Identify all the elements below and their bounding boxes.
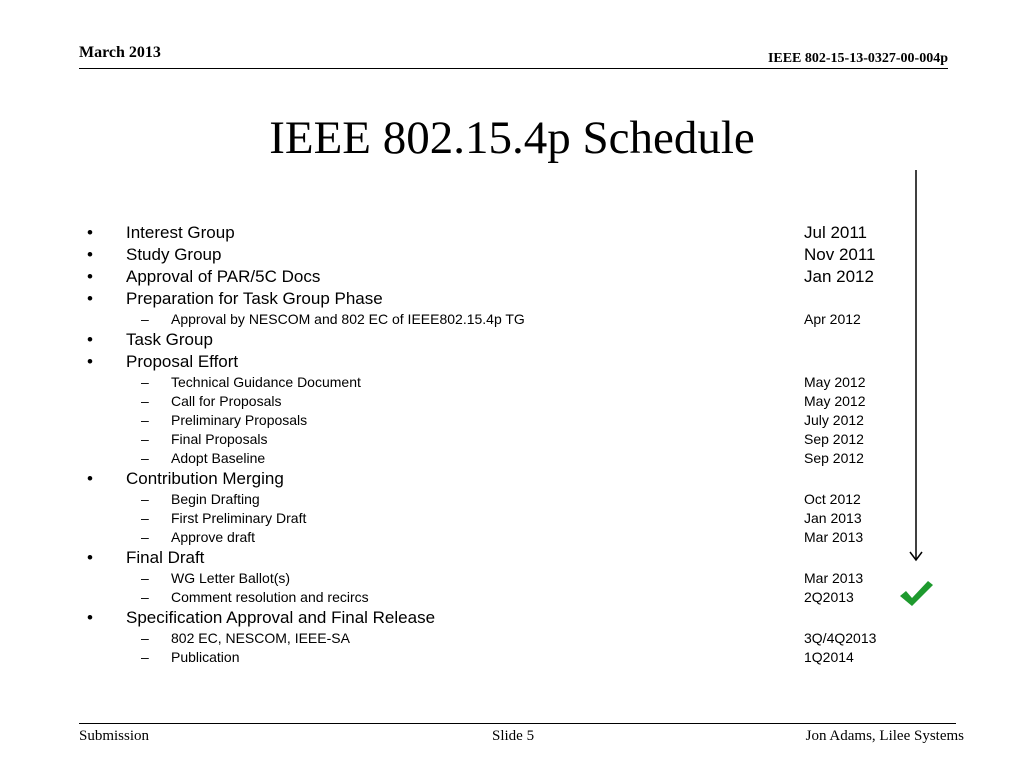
- footer-author: Jon Adams, Lilee Systems: [805, 728, 964, 744]
- schedule-subitem-label: Adopt Baseline: [171, 450, 266, 466]
- schedule-list: [0, 222, 1024, 667]
- dash-marker: –: [141, 450, 149, 466]
- schedule-subitem: [0, 411, 1024, 430]
- schedule-subitem-label: Comment resolution and recircs: [171, 589, 369, 605]
- schedule-item: [0, 288, 1024, 310]
- schedule-item: [0, 607, 1024, 629]
- schedule-item: [0, 351, 1024, 373]
- schedule-item-date: Nov 2011: [804, 245, 876, 264]
- schedule-subitem-label: Approve draft: [171, 529, 256, 545]
- schedule-subitem: [0, 569, 1024, 588]
- schedule-item: [0, 244, 1024, 266]
- dash-marker: –: [141, 570, 149, 586]
- bullet-marker: •: [87, 469, 93, 488]
- schedule-subitem: [0, 373, 1024, 392]
- schedule-subitem: [0, 629, 1024, 648]
- header-date: March 2013: [79, 44, 161, 61]
- schedule-subitem-label: WG Letter Ballot(s): [171, 570, 291, 586]
- schedule-subitem-date: Oct 2012: [804, 491, 861, 507]
- dash-marker: –: [141, 431, 149, 447]
- schedule-subitem: [0, 509, 1024, 528]
- bullet-marker: •: [87, 608, 93, 627]
- bullet-marker: •: [87, 223, 93, 242]
- bullet-marker: •: [87, 548, 93, 567]
- schedule-subitem-date: Apr 2012: [804, 311, 861, 327]
- dash-marker: –: [141, 510, 149, 526]
- dash-marker: –: [141, 529, 149, 545]
- schedule-subitem-date: May 2012: [804, 374, 866, 390]
- schedule-item-date: Jul 2011: [804, 223, 868, 242]
- dash-marker: –: [141, 630, 149, 646]
- dash-marker: –: [141, 393, 149, 409]
- schedule-item: [0, 329, 1024, 351]
- schedule-subitem-label: Preliminary Proposals: [171, 412, 308, 428]
- schedule-item-label: Preparation for Task Group Phase: [126, 289, 383, 308]
- bullet-marker: •: [87, 267, 93, 286]
- header-rule: [79, 68, 948, 69]
- schedule-subitem-date: May 2012: [804, 393, 866, 409]
- schedule-subitem-label: Approval by NESCOM and 802 EC of IEEE802.15.4p TG: [171, 311, 525, 327]
- schedule-subitem: [0, 648, 1024, 667]
- schedule-subitem-date: Mar 2013: [804, 570, 864, 586]
- schedule-subitem-date: Sep 2012: [804, 450, 864, 466]
- bullet-marker: •: [87, 289, 93, 308]
- schedule-subitem-label: First Preliminary Draft: [171, 510, 307, 526]
- footer-submission: Submission: [79, 728, 150, 744]
- schedule-subitem: [0, 392, 1024, 411]
- dash-marker: –: [141, 412, 149, 428]
- schedule-subitem: [0, 449, 1024, 468]
- schedule-item-label: Approval of PAR/5C Docs: [126, 267, 321, 286]
- checkmark-icon: [897, 578, 935, 610]
- schedule-subitem-label: 802 EC, NESCOM, IEEE-SA: [171, 630, 350, 646]
- down-arrow-icon: [900, 170, 932, 566]
- schedule-item-label: Final Draft: [126, 548, 205, 567]
- dash-marker: –: [141, 311, 149, 327]
- schedule-subitem: [0, 430, 1024, 449]
- schedule-subitem-date: 2Q2013: [804, 589, 854, 605]
- schedule-item-label: Contribution Merging: [126, 469, 284, 488]
- bullet-marker: •: [87, 245, 93, 264]
- header-doc-id: IEEE 802-15-13-0327-00-004p: [767, 51, 948, 66]
- bullet-marker: •: [87, 330, 93, 349]
- schedule-subitem-label: Technical Guidance Document: [171, 374, 361, 390]
- bullet-marker: •: [87, 352, 93, 371]
- schedule-item: [0, 547, 1024, 569]
- schedule-item: [0, 266, 1024, 288]
- dash-marker: –: [141, 491, 149, 507]
- schedule-subitem: [0, 490, 1024, 509]
- schedule-subitem-label: Begin Drafting: [171, 491, 260, 507]
- schedule-subitem: [0, 528, 1024, 547]
- schedule-subitem-date: Sep 2012: [804, 431, 864, 447]
- schedule-subitem-date: Mar 2013: [804, 529, 864, 545]
- schedule-item: [0, 468, 1024, 490]
- schedule-subitem-date: 3Q/4Q2013: [804, 630, 877, 646]
- schedule-subitem-label: Publication: [171, 649, 240, 665]
- schedule-subitem-label: Call for Proposals: [171, 393, 282, 409]
- schedule-item-date: Jan 2012: [804, 267, 874, 286]
- dash-marker: –: [141, 589, 149, 605]
- schedule-subitem-date: July 2012: [804, 412, 864, 428]
- schedule-subitem: [0, 588, 1024, 607]
- schedule-item-label: Proposal Effort: [126, 352, 239, 371]
- schedule-subitem-date: Jan 2013: [804, 510, 862, 526]
- schedule-item-label: Specification Approval and Final Release: [126, 608, 436, 627]
- schedule-item-label: Study Group: [126, 245, 222, 264]
- schedule-item: [0, 222, 1024, 244]
- dash-marker: –: [141, 374, 149, 390]
- dash-marker: –: [141, 649, 149, 665]
- schedule-subitem-date: 1Q2014: [804, 649, 854, 665]
- footer-rule: [79, 723, 956, 724]
- schedule-item-label: Task Group: [126, 330, 213, 349]
- schedule-subitem: [0, 310, 1024, 329]
- slide-title: IEEE 802.15.4p Schedule: [269, 112, 755, 164]
- schedule-subitem-label: Final Proposals: [171, 431, 268, 447]
- schedule-item-label: Interest Group: [126, 223, 235, 242]
- footer-slide-number: Slide 5: [492, 728, 535, 744]
